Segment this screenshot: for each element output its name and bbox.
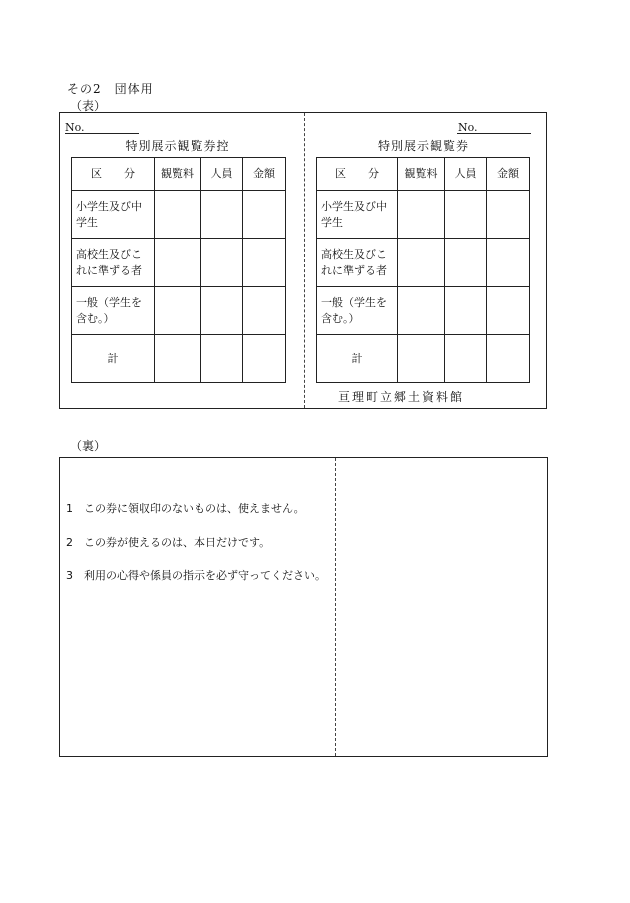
table-row	[72, 239, 286, 287]
persons-cell	[201, 287, 243, 335]
ticket-number-line	[457, 133, 531, 134]
ticket-number-label: No.	[458, 121, 478, 134]
category-cell: 小学生及び中学生	[317, 191, 398, 239]
ticket-title: 特別展示観覧券	[377, 139, 469, 153]
persons-cell	[445, 239, 487, 287]
notice-item: 3 利用の心得や係員の指示を必ず守ってください。	[66, 569, 326, 582]
total-label-cell: 計	[317, 335, 398, 383]
category-cell: 高校生及びこれに準ずる者	[72, 239, 155, 287]
amount-cell	[487, 239, 530, 287]
persons-cell	[445, 287, 487, 335]
table-header-row	[317, 158, 530, 191]
table-row	[72, 287, 286, 335]
persons-cell	[201, 335, 243, 383]
stub-number-line	[65, 133, 139, 134]
header-persons: 人員	[201, 158, 243, 191]
notice-item: 2 この券が使えるのは、本日だけです。	[66, 536, 271, 549]
perforation-line-front	[304, 113, 305, 408]
amount-cell	[487, 191, 530, 239]
amount-cell	[243, 335, 286, 383]
table-row	[317, 239, 530, 287]
table-row	[317, 191, 530, 239]
table-row-total	[317, 335, 530, 383]
category-cell: 小学生及び中学生	[72, 191, 155, 239]
fee-cell	[155, 191, 201, 239]
category-cell: 一般（学生を含む。）	[317, 287, 398, 335]
persons-cell	[201, 191, 243, 239]
fee-cell	[398, 287, 445, 335]
header-fee: 観覧料	[155, 158, 201, 191]
back-side-label: （裏）	[70, 439, 107, 453]
ticket-fee-table	[316, 157, 530, 383]
fee-cell	[398, 239, 445, 287]
amount-cell	[243, 239, 286, 287]
form-heading: その2 団体用	[67, 82, 154, 96]
total-label-cell: 計	[72, 335, 155, 383]
fee-cell	[155, 287, 201, 335]
stub-fee-table	[71, 157, 286, 383]
table-row	[72, 191, 286, 239]
fee-cell	[398, 335, 445, 383]
amount-cell	[487, 287, 530, 335]
amount-cell	[487, 335, 530, 383]
persons-cell	[201, 239, 243, 287]
notice-item: 1 この券に領収印のないものは、使えません。	[66, 502, 305, 515]
category-cell: 高校生及びこれに準ずる者	[317, 239, 398, 287]
perforation-line-back	[335, 458, 336, 756]
front-side-label: （表）	[70, 99, 107, 113]
header-amount: 金額	[243, 158, 286, 191]
persons-cell	[445, 191, 487, 239]
header-persons: 人員	[445, 158, 487, 191]
stub-number-label: No.	[65, 121, 85, 134]
header-category: 区 分	[317, 158, 398, 191]
category-cell: 一般（学生を含む。）	[72, 287, 155, 335]
amount-cell	[243, 287, 286, 335]
persons-cell	[445, 335, 487, 383]
issuer-name: 亘理町立郷土資料館	[338, 390, 465, 404]
amount-cell	[243, 191, 286, 239]
table-row	[317, 287, 530, 335]
header-category: 区 分	[72, 158, 155, 191]
fee-cell	[398, 191, 445, 239]
header-amount: 金額	[487, 158, 530, 191]
header-fee: 観覧料	[398, 158, 445, 191]
fee-cell	[155, 239, 201, 287]
fee-cell	[155, 335, 201, 383]
table-header-row	[72, 158, 286, 191]
table-row-total	[72, 335, 286, 383]
stub-title: 特別展示観覧券控	[125, 139, 230, 153]
